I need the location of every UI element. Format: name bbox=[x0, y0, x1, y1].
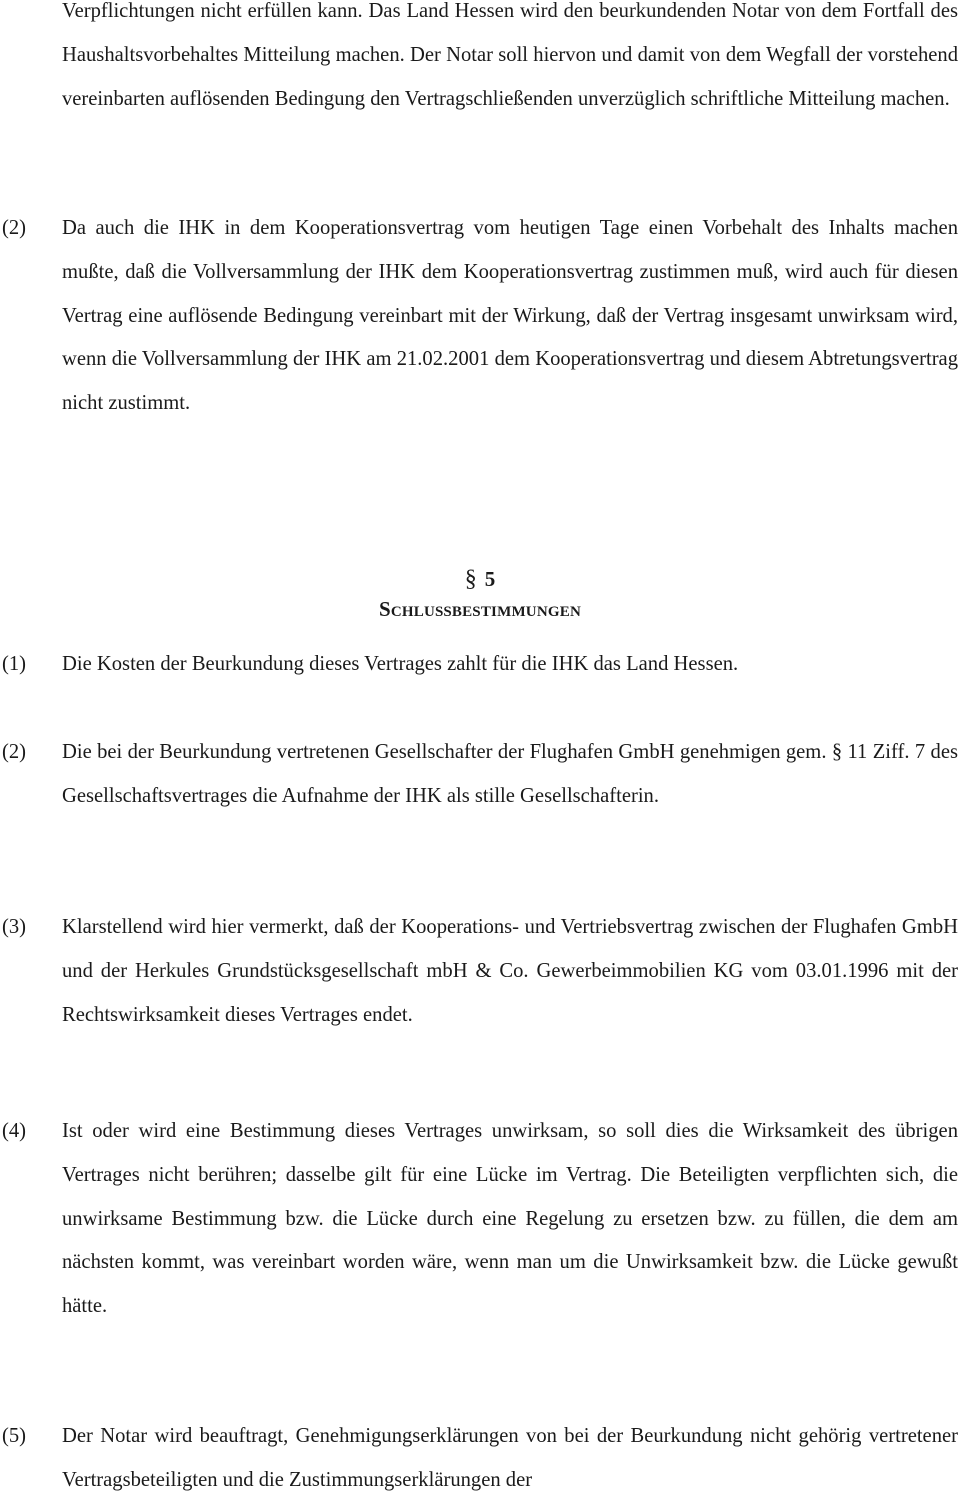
paragraph-number: (5) bbox=[2, 1425, 27, 1447]
section-title: Schlußbestimmungen bbox=[379, 597, 581, 621]
paragraph-text: Der Notar wird beauftragt, Genehmigungserklärungen von bei der Beurkundung nicht gehörig vertretener Vertragsbeteiligten und die Zustimmungserklärungen der bbox=[62, 1425, 958, 1491]
paragraph-number: (2) bbox=[2, 217, 27, 239]
paragraph-text: Klarstellend wird hier vermerkt, daß der Kooperations- und Vertriebsvertrag zwischen der Flughafen GmbH und der Herkules Grundstücksgesellschaft mbH & Co. Gewerbeimmobilien KG vom 03.01.1996 mit der Rechtswirksamkeit dieses Vertrages endet. bbox=[62, 916, 958, 1026]
section-number-value: 5 bbox=[484, 567, 496, 591]
paragraph-text: Da auch die IHK in dem Kooperationsvertrag vom heutigen Tage einen Vorbehalt des Inhalts machen mußte, daß die Vollversammlung der IHK dem Kooperationsvertrag zustimmen muß, wird auch für diesen Vertrag eine auflösende Bedingung vereinbart mit der Wirkung, daß der Vertrag insgesamt unwirksam wird, wenn die Vollversammlung der IHK am 21.02.2001 dem Kooperationsvertrag und diesem Abtretungsvertrag nicht zustimmt. bbox=[62, 217, 958, 415]
paragraph-number: (1) bbox=[2, 653, 27, 675]
paragraph-text: Die bei der Beurkundung vertretenen Gesellschafter der Flughafen GmbH genehmigen gem. § 11 Ziff. 7 des Gesellschaftsvertrages die Aufnahme der IHK als stille Gesellschafterin. bbox=[62, 741, 958, 807]
paragraph-text: Ist oder wird eine Bestimmung dieses Vertrages unwirksam, so soll dies die Wirksamkeit des übrigen Vertrages nicht berühren; dasselbe gilt für eine Lücke im Vertrag. Die Beteiligten verpflichten sich, die unwirksame Bestimmung bzw. die Lücke durch eine Regelung zu ersetzen bzw. zu füllen, die dem am nächsten kommt, was vereinbart worden wäre, wenn man um die Unwirksamkeit bzw. die Lücke gewußt hätte. bbox=[62, 1120, 958, 1318]
section-symbol: § bbox=[464, 566, 477, 592]
paragraph-number: (3) bbox=[2, 916, 27, 938]
paragraph-number: (4) bbox=[2, 1120, 27, 1142]
intro-paragraph: Verpflichtungen nicht erfüllen kann. Das Land Hessen wird den beurkundenden Notar von dem Fortfall des Haushaltsvorbehaltes Mitteilung machen. Der Notar soll hiervon und damit von dem Wegfall der vorstehend vereinbarten auflösenden Bedingung den Vertragschließenden unverzüglich schriftliche Mitteilung machen. bbox=[62, 0, 958, 110]
section-number bbox=[0, 561, 960, 597]
paragraph-number: (2) bbox=[2, 741, 27, 763]
paragraph-text: Die Kosten der Beurkundung dieses Vertrages zahlt für die IHK das Land Hessen. bbox=[62, 653, 739, 675]
